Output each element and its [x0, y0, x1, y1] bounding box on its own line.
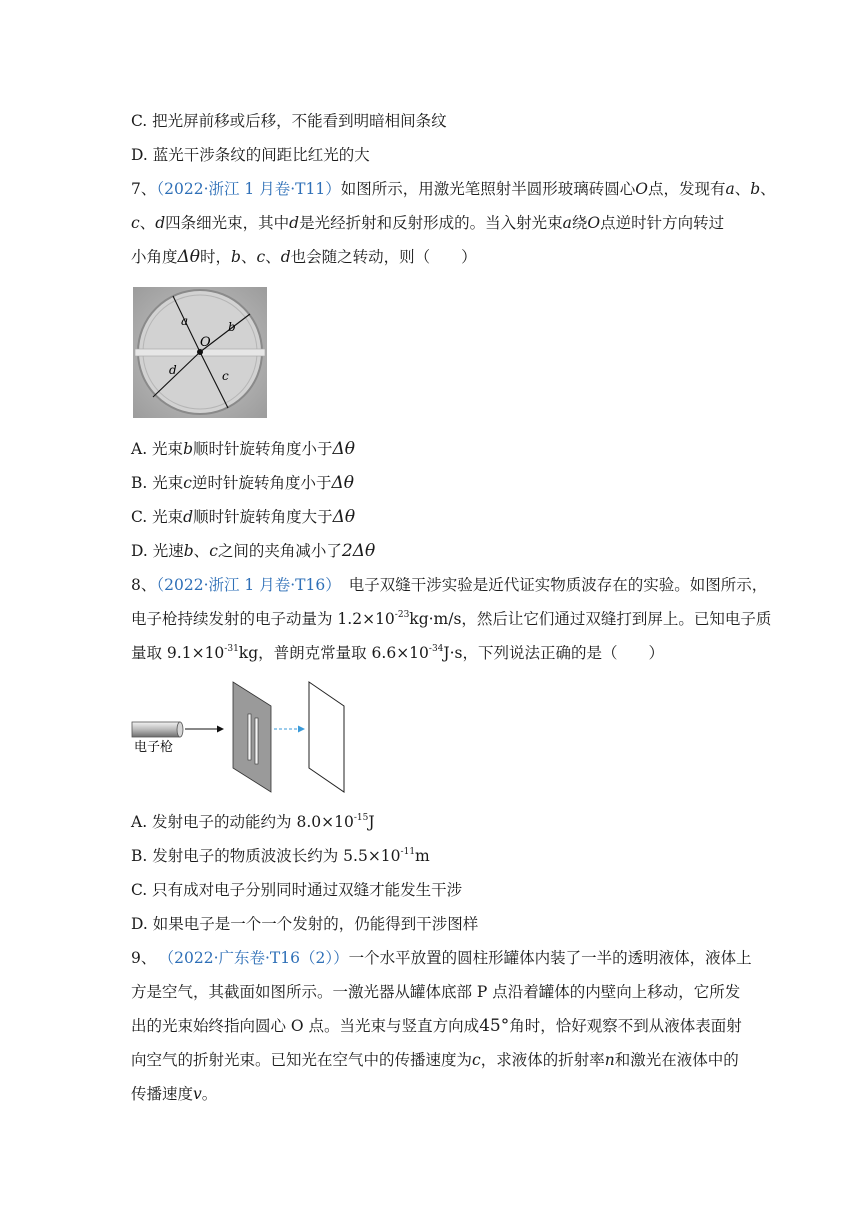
- double-slit-plate: [233, 682, 271, 792]
- label-d: d: [169, 363, 177, 377]
- q9-stem-line-3: 出的光束始终指向圆心 O 点。当光束与竖直方向成45°角时，恰好观察不到从液体表面射: [131, 1016, 742, 1036]
- q9-source: （2022·广东卷·T16（2））: [166, 949, 349, 967]
- slit-1: [248, 714, 251, 760]
- q7-option-d: D. 光速b、c之间的夹角减小了2Δθ: [131, 541, 376, 561]
- q7-option-c: C. 光束d顺时针旋转角度大于Δθ: [131, 507, 356, 527]
- q9-stem-line-4: 向空气的折射光束。已知光在空气中的传播速度为c，求液体的折射率n和激光在液体中的: [131, 1051, 739, 1069]
- screen: [309, 682, 344, 792]
- electron-double-slit-diagram: [128, 676, 350, 796]
- q8-option-d: D. 如果电子是一个一个发射的，仍能得到干涉图样: [131, 915, 479, 933]
- label-c: c: [222, 369, 229, 383]
- q8-number: 8、: [131, 576, 157, 594]
- q8-stem-line-3: 量取 $9.1\times 10^{-31}kg$，普朗克常量取 $6.6\times 10^{-34}J\cdot s$，下列说法正确的是（ ）: [131, 644, 665, 662]
- q9-stem-line-5: 传播速度v。: [131, 1085, 218, 1103]
- q9-stem-line-2: 方是空气，其截面如图所示。一激光器从罐体底部 P 点沿着罐体的内壁向上移动，它所发: [131, 983, 741, 1001]
- q7-source: （2022·浙江 1 月卷·T11）: [156, 180, 341, 198]
- q7-stem-line-1: 7、（2022·浙江 1 月卷·T11）如图所示，用激光笔照射半圆形玻璃砖圆心O点，发现有a、b、: [131, 180, 776, 198]
- label-O: O: [200, 335, 211, 350]
- q8-option-c: C. 只有成对电子分别同时通过双缝才能发生干涉: [131, 881, 463, 899]
- q8-option-b: B. 发射电子的物质波波长约为 $5.5\times 10^{-11}m$: [131, 847, 430, 865]
- electron-gun-label: 电子枪: [134, 740, 174, 755]
- q8-source: （2022·浙江 1 月卷·T16）: [156, 576, 341, 594]
- q7-number: 7、: [131, 180, 157, 198]
- label-b: b: [228, 320, 236, 334]
- slit-2: [255, 718, 258, 764]
- semicircle-glass-brick-photo: [133, 287, 267, 418]
- q7-stem-line-2: c、d四条细光束，其中d是光经折射和反射形成的。当入射光束a绕O点逆时针方向转过: [131, 214, 725, 232]
- q9-number: 9、: [131, 949, 157, 967]
- q8-stem-line-1: 8、（2022·浙江 1 月卷·T16） 电子双缝干涉实验是近代证实物质波存在的实验。如图所示，: [131, 576, 768, 594]
- q8-stem-line-2: 电子枪持续发射的电子动量为 $1.2\times 10^{-23}kg\cdot m/s$，然后让它们通过双缝打到屏上。已知电子质: [131, 610, 772, 628]
- label-a: a: [181, 314, 189, 328]
- electron-gun: [132, 722, 183, 737]
- q7-option-b: B. 光束c逆时针旋转角度小于Δθ: [131, 473, 354, 493]
- q7-stem-line-3: 小角度Δθ时，b、c、d也会随之转动，则（ ）: [131, 247, 477, 267]
- q8-option-a: A. 发射电子的动能约为 $8.0\times 10^{-15}J$: [131, 813, 375, 831]
- q9-stem-line-1: 9、 （2022·广东卷·T16（2））一个水平放置的圆柱形罐体内装了一半的透明液体，液体上: [131, 949, 752, 967]
- q7-option-a: A. 光束b顺时针旋转角度小于Δθ: [131, 439, 356, 459]
- q6-option-d: D. 蓝光干涉条纹的间距比红光的大: [131, 146, 370, 164]
- q6-option-c: C. 把光屏前移或后移，不能看到明暗相间条纹: [131, 112, 447, 130]
